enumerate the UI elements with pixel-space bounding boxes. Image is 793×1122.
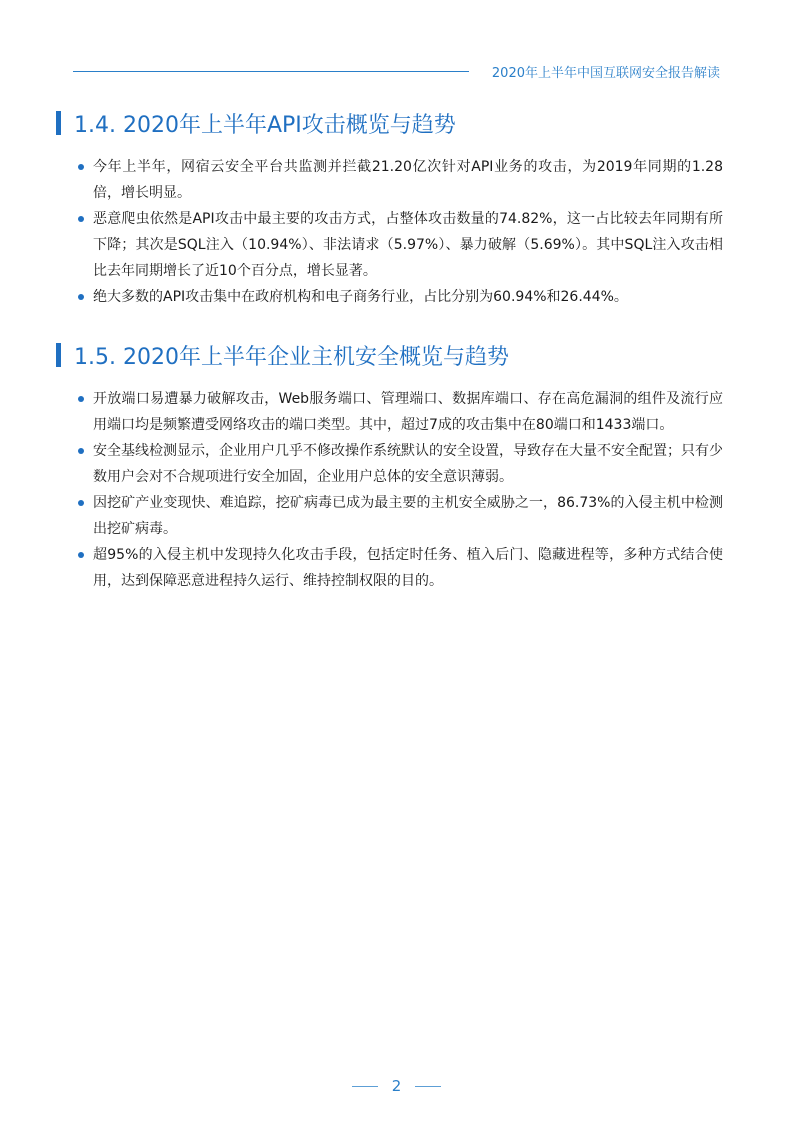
section-heading (56, 340, 723, 370)
bullet-list (56, 386, 723, 594)
section-heading (56, 108, 723, 138)
bullet-icon (78, 552, 84, 558)
bullet-text: 超95%的入侵主机中发现持久化攻击手段，包括定时任务、植入后门、隐藏进程等，多种方式结合使用，达到保障恶意进程持久运行、维持控制权限的目的。 (93, 547, 723, 589)
bullet-icon (78, 396, 84, 402)
list-item (56, 438, 723, 490)
list-item (56, 542, 723, 594)
bullet-icon (78, 294, 84, 300)
page-number: 2 (391, 1077, 402, 1095)
bullet-text: 开放端口易遭暴力破解攻击，Web服务端口、管理端口、数据库端口、存在高危漏洞的组件及流行应用端口均是频繁遭受网络攻击的端口类型。其中，超过7成的攻击集中在80端口和1433端口。 (93, 391, 723, 433)
bullet-text: 绝大多数的API攻击集中在政府机构和电子商务行业，占比分别为60.94%和26.44%。 (93, 289, 628, 305)
section-host-security (56, 340, 723, 594)
list-item (56, 386, 723, 438)
bullet-icon (78, 448, 84, 454)
list-item (56, 154, 723, 206)
bullet-text: 恶意爬虫依然是API攻击中最主要的攻击方式，占整体攻击数量的74.82%，这一占比较去年同期有所下降；其次是SQL注入（10.94%）、非法请求（5.97%）、暴力破解（5.69%）。其中SQL注入攻击相比去年同期增长了近10个百分点，增长显著。 (93, 211, 723, 279)
bullet-text: 因挖矿产业变现快、难追踪，挖矿病毒已成为最主要的主机安全威胁之一，86.73%的入侵主机中检测出挖矿病毒。 (93, 495, 723, 537)
list-item (56, 206, 723, 284)
page-header (73, 60, 720, 86)
bullet-text: 安全基线检测显示，企业用户几乎不修改操作系统默认的安全设置，导致存在大量不安全配置；只有少数用户会对不合规项进行安全加固，企业用户总体的安全意识薄弱。 (93, 443, 723, 485)
section-title: 1.4. 2020年上半年API攻击概览与趋势 (74, 112, 456, 138)
heading-accent-bar (56, 111, 61, 135)
list-item (56, 284, 723, 310)
bullet-text: 今年上半年，网宿云安全平台共监测并拦截21.20亿次针对API业务的攻击，为2019年同期的1.28倍，增长明显。 (93, 159, 723, 201)
footer-rule-left (352, 1086, 378, 1087)
header-title: 2020年上半年中国互联网安全报告解读 (491, 66, 720, 81)
page-footer (0, 1076, 793, 1096)
bullet-icon (78, 216, 84, 222)
bullet-list (56, 154, 723, 310)
list-item (56, 490, 723, 542)
section-title: 1.5. 2020年上半年企业主机安全概览与趋势 (74, 344, 509, 370)
heading-accent-bar (56, 343, 61, 367)
footer-rule-right (415, 1086, 441, 1087)
header-rule (73, 71, 469, 72)
bullet-icon (78, 164, 84, 170)
section-api-attacks (56, 108, 723, 310)
bullet-icon (78, 500, 84, 506)
